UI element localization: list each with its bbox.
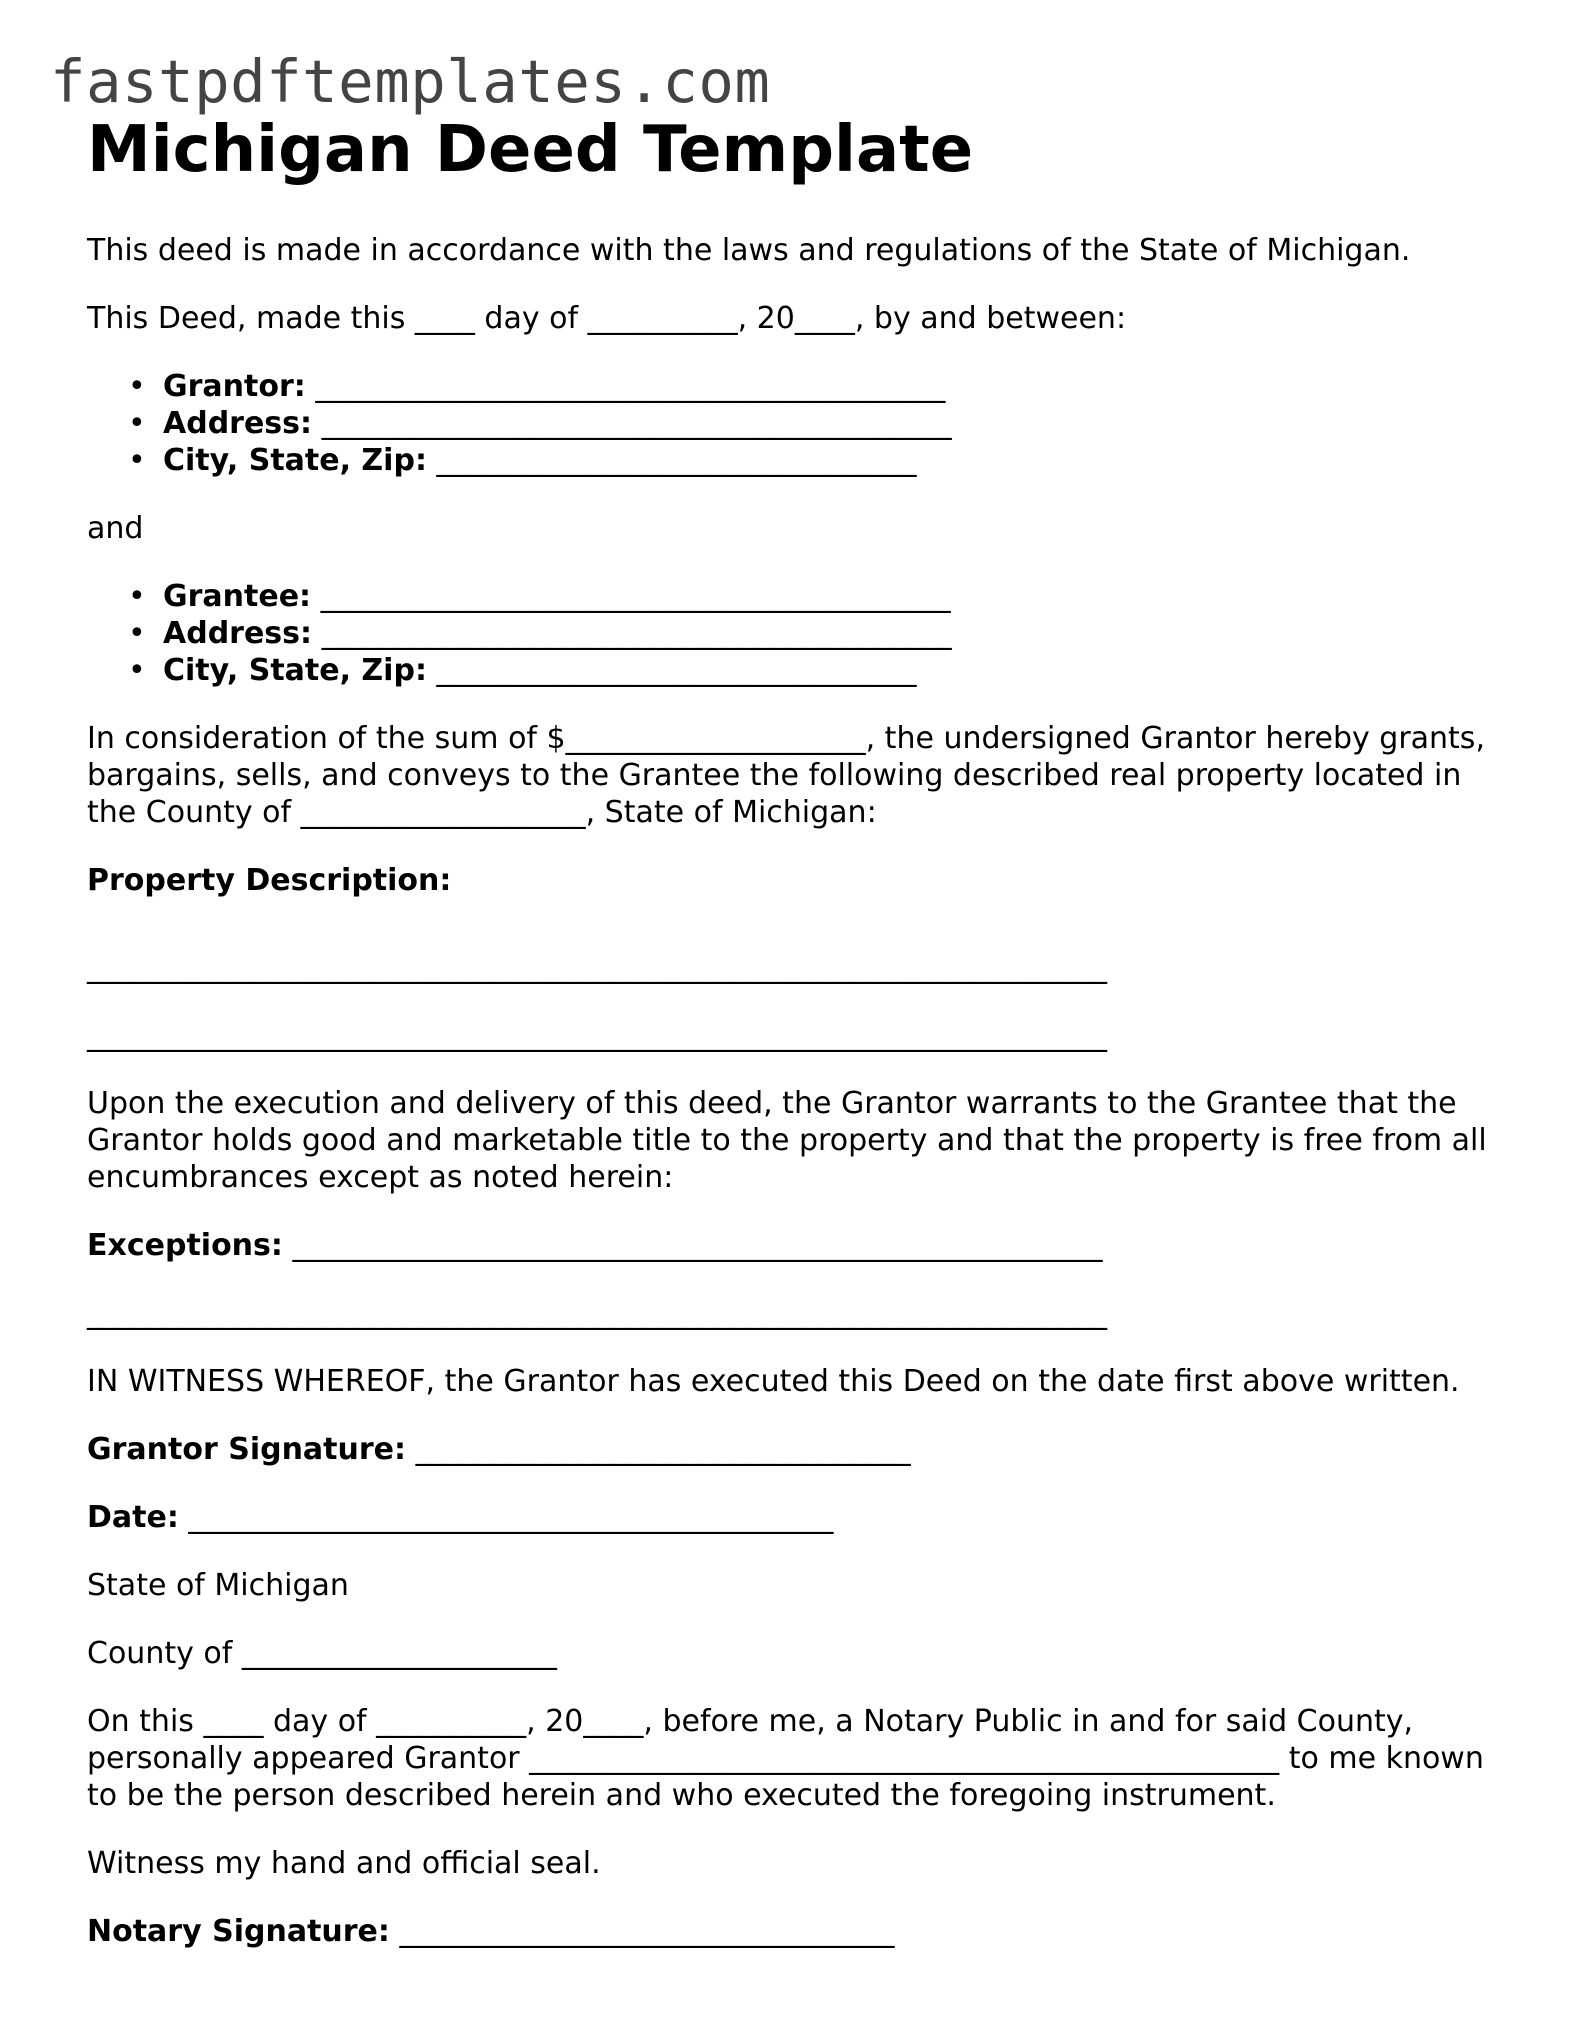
exceptions-line-2[interactable]: ____________________________________________________________________ [87, 1296, 1107, 1331]
deed-document [87, 110, 1487, 1950]
exceptions-field[interactable]: ______________________________________________________ [292, 1228, 1103, 1263]
grantee-address-label: Address: [163, 616, 313, 651]
grantee-name-field[interactable]: __________________________________________ [320, 579, 951, 614]
and-text: and [87, 511, 144, 546]
grantor-signature-line [87, 1431, 1487, 1468]
county-line: County of _____________________ [87, 1636, 557, 1671]
grantee-name-label: Grantee: [163, 579, 312, 614]
grantor-address-item [163, 405, 1487, 442]
property-description-label: Property Description: [87, 863, 452, 898]
notary-paragraph: On this ____ day of __________, 20____, before me, a Notary Public in and for said County, personally appeared Grantor __________________________________________________ to me known to be the person described herein and who executed the foregoing instrument. [87, 1704, 1484, 1813]
grantee-city-item [163, 652, 1487, 689]
date-label: Date: [87, 1500, 179, 1535]
witness-hand-line: Witness my hand and official seal. [87, 1846, 601, 1881]
state-line: State of Michigan [87, 1568, 349, 1603]
grantee-address-field[interactable]: __________________________________________ [321, 616, 952, 651]
grantor-city-label: City, State, Zip: [163, 443, 427, 478]
property-description-line-2[interactable]: ____________________________________________________________________ [87, 1018, 1107, 1053]
deed-date-line: This Deed, made this ____ day of __________, 20____, by and between: [87, 301, 1127, 336]
grantor-list [87, 368, 1487, 479]
grantee-city-label: City, State, Zip: [163, 653, 427, 688]
grantor-address-field[interactable]: __________________________________________ [321, 406, 952, 441]
consideration-paragraph: In consideration of the sum of $____________________, the undersigned Grantor hereby grants, bargains, sells, and conveys to the Grantee the following described real property located in the County of ___________________, State of Michigan: [87, 721, 1485, 830]
exceptions-line [87, 1227, 1487, 1264]
witness-paragraph: IN WITNESS WHEREOF, the Grantor has executed this Deed on the date first above written. [87, 1364, 1460, 1399]
notary-signature-label: Notary Signature: [87, 1914, 390, 1949]
grantor-signature-label: Grantor Signature: [87, 1432, 407, 1467]
property-description-line-1[interactable]: ____________________________________________________________________ [87, 950, 1107, 985]
date-line [87, 1499, 1487, 1536]
intro-paragraph: This deed is made in accordance with the laws and regulations of the State of Michigan. [87, 233, 1411, 268]
notary-signature-line [87, 1913, 1487, 1950]
grantee-list [87, 578, 1487, 689]
date-field[interactable]: ___________________________________________ [188, 1500, 834, 1535]
grantee-city-field[interactable]: ________________________________ [436, 653, 917, 688]
grantee-address-item [163, 615, 1487, 652]
warranty-paragraph: Upon the execution and delivery of this deed, the Grantor warrants to the Grantee that the Grantor holds good and marketable title to the property and that the property is free from all encumbrances except as noted herein: [87, 1086, 1487, 1195]
notary-signature-field[interactable]: _________________________________ [399, 1914, 895, 1949]
grantee-name-item [163, 578, 1487, 615]
grantor-signature-field[interactable]: _________________________________ [415, 1432, 911, 1467]
watermark: fastpdftemplates.com [50, 47, 771, 116]
grantor-city-item [163, 442, 1487, 479]
grantor-name-field[interactable]: __________________________________________ [315, 369, 946, 404]
grantor-city-field[interactable]: ________________________________ [436, 443, 917, 478]
page-title: Michigan Deed Template [87, 113, 974, 187]
grantor-name-label: Grantor: [163, 369, 306, 404]
exceptions-label: Exceptions: [87, 1228, 283, 1263]
grantor-name-item [163, 368, 1487, 405]
grantor-address-label: Address: [163, 406, 313, 441]
